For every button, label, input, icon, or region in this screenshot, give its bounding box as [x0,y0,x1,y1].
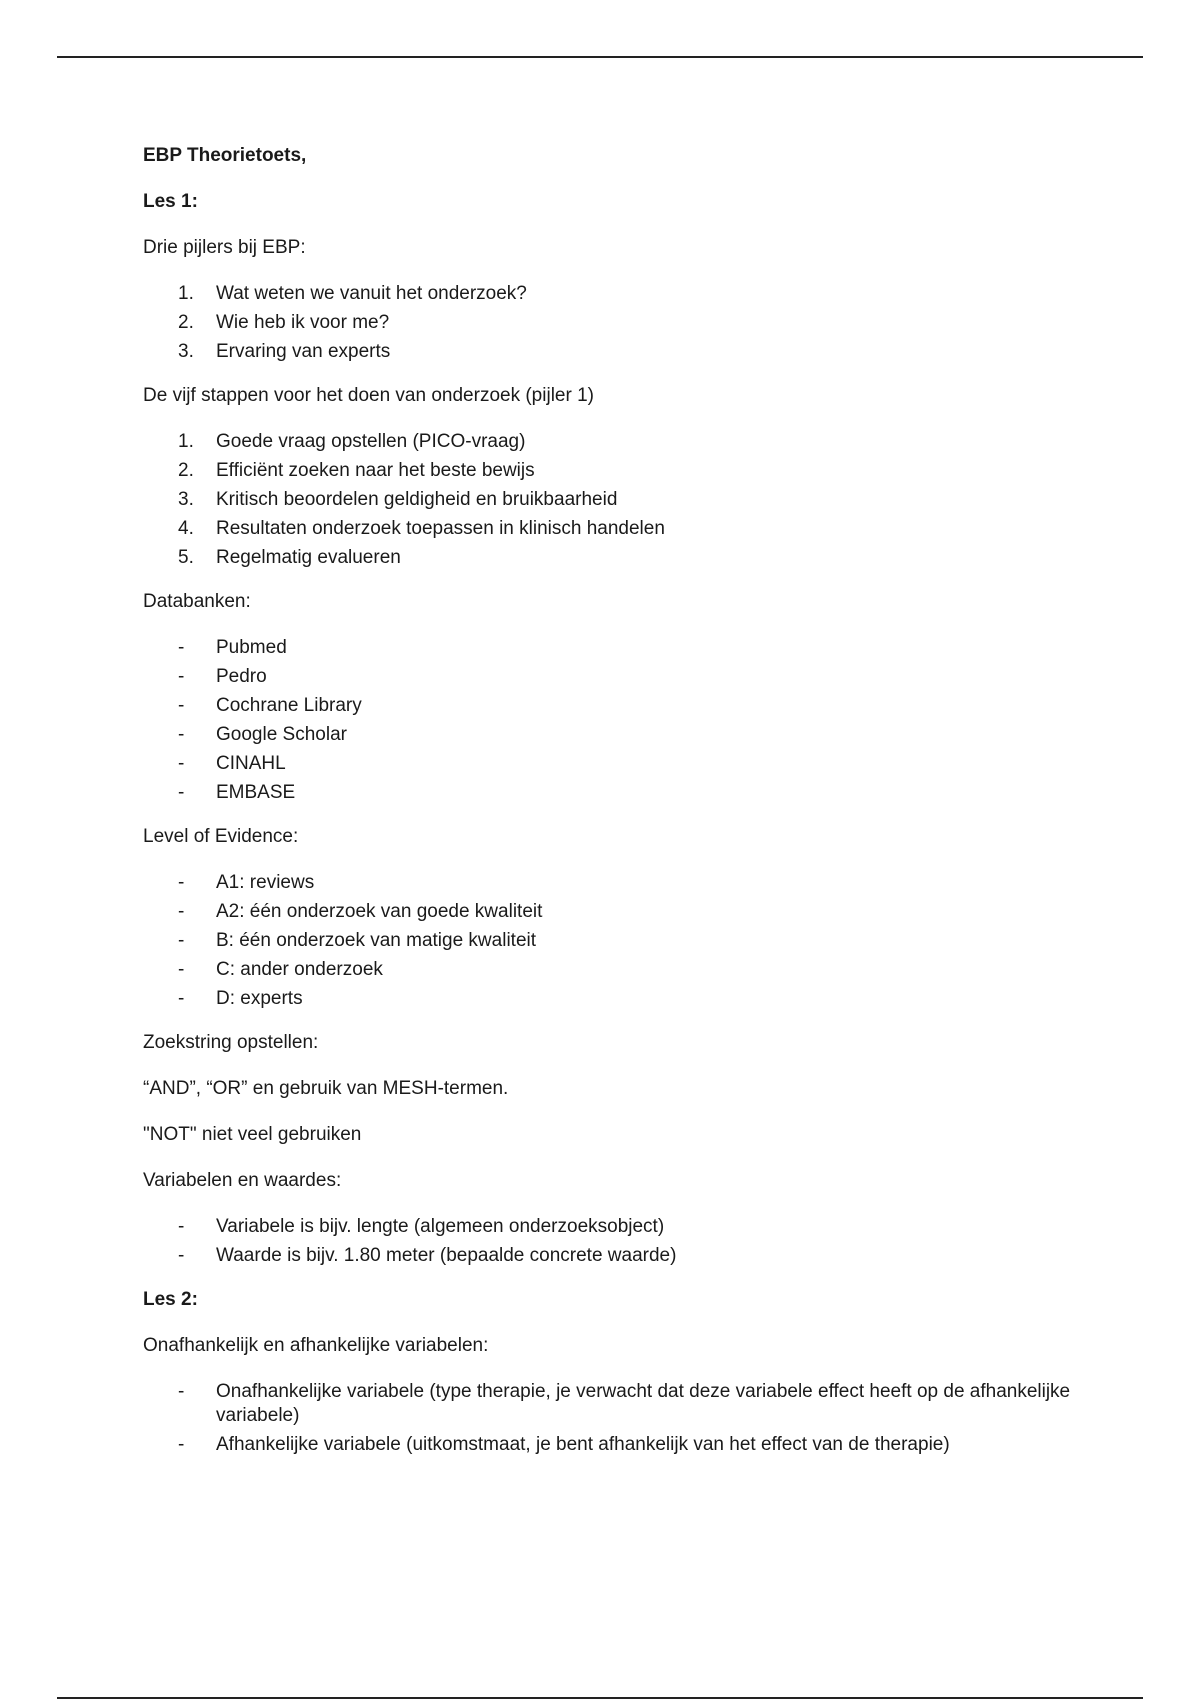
dash-bullet: - [178,637,185,658]
variabelen-heading: Variabelen en waardes: [143,1170,342,1191]
dash-bullet: - [178,1434,185,1455]
pijlers-list [143,282,1083,364]
dash-bullet: - [178,872,185,893]
dash-bullet: - [178,695,185,716]
list-number: 5. [178,547,194,568]
list-item: 1. Goede vraag opstellen (PICO-vraag) [178,431,526,452]
list-number: 1. [178,431,194,452]
list-number: 4. [178,518,194,539]
document-body [143,144,1083,1477]
list-item: - A1: reviews [178,872,315,893]
dash-bullet: - [178,959,185,980]
list-number: 2. [178,312,194,333]
top-rule [57,56,1143,58]
list-item: 1. Wat weten we vanuit het onderzoek? [178,283,527,304]
list-item: - Waarde is bijv. 1.80 meter (bepaalde concrete waarde) [178,1245,677,1266]
list-item: - C: ander onderzoek [178,959,383,980]
variabelen-list [143,1215,1083,1268]
dash-bullet: - [178,901,185,922]
list-number: 2. [178,460,194,481]
list-item: 5. Regelmatig evalueren [178,547,401,568]
stappen-list [143,430,1083,570]
dash-bullet: - [178,782,185,803]
list-item: - Cochrane Library [178,695,362,716]
dash-bullet: - [178,988,185,1009]
onafhankelijk-heading: Onafhankelijk en afhankelijke variabelen: [143,1335,489,1356]
list-item: - EMBASE [178,782,296,803]
list-item: - Variabele is bijv. lengte (algemeen onderzoeksobject) [178,1216,665,1237]
dash-bullet: - [178,724,185,745]
list-item: - Afhankelijke variabele (uitkomstmaat, je bent afhankelijk van het effect van de therapie) [178,1434,950,1455]
list-item: - Pedro [178,666,267,687]
list-item: 4. Resultaten onderzoek toepassen in klinisch handelen [178,518,665,539]
list-item: 2. Efficiënt zoeken naar het beste bewijs [178,460,535,481]
stappen-heading: De vijf stappen voor het doen van onderzoek (pijler 1) [143,385,594,406]
zoekstring-heading: Zoekstring opstellen: [143,1032,319,1053]
databanken-list [143,636,1083,805]
section-les-2: Les 2: [143,1289,198,1310]
databanken-heading: Databanken: [143,591,251,612]
list-item: - B: één onderzoek van matige kwaliteit [178,930,537,951]
list-item: - CINAHL [178,753,286,774]
document-title: EBP Theorietoets, [143,145,307,166]
list-number: 3. [178,341,194,362]
list-item: 3. Kritisch beoordelen geldigheid en bruikbaarheid [178,489,618,510]
list-item: - D: experts [178,988,303,1009]
onafhankelijk-list [143,1380,1083,1457]
section-les-1: Les 1: [143,191,198,212]
list-item: - Pubmed [178,637,287,658]
list-item: - A2: één onderzoek van goede kwaliteit [178,901,543,922]
dash-bullet: - [178,1381,185,1402]
dash-bullet: - [178,753,185,774]
list-item: - Onafhankelijke variabele (type therapie, je verwacht dat deze variabele effect heeft op de afhankelijke variabele) [178,1381,1071,1426]
zoekstring-line-1: “AND”, “OR” en gebruik van MESH-termen. [143,1078,509,1099]
list-number: 1. [178,283,194,304]
dash-bullet: - [178,1216,185,1237]
list-item: - Google Scholar [178,724,347,745]
dash-bullet: - [178,666,185,687]
evidence-heading: Level of Evidence: [143,826,299,847]
zoekstring-line-2: "NOT" niet veel gebruiken [143,1124,362,1145]
list-item: 3. Ervaring van experts [178,341,391,362]
pijlers-heading: Drie pijlers bij EBP: [143,237,306,258]
evidence-list [143,871,1083,1011]
list-number: 3. [178,489,194,510]
dash-bullet: - [178,930,185,951]
dash-bullet: - [178,1245,185,1266]
list-item: 2. Wie heb ik voor me? [178,312,390,333]
bottom-rule [57,1697,1143,1699]
